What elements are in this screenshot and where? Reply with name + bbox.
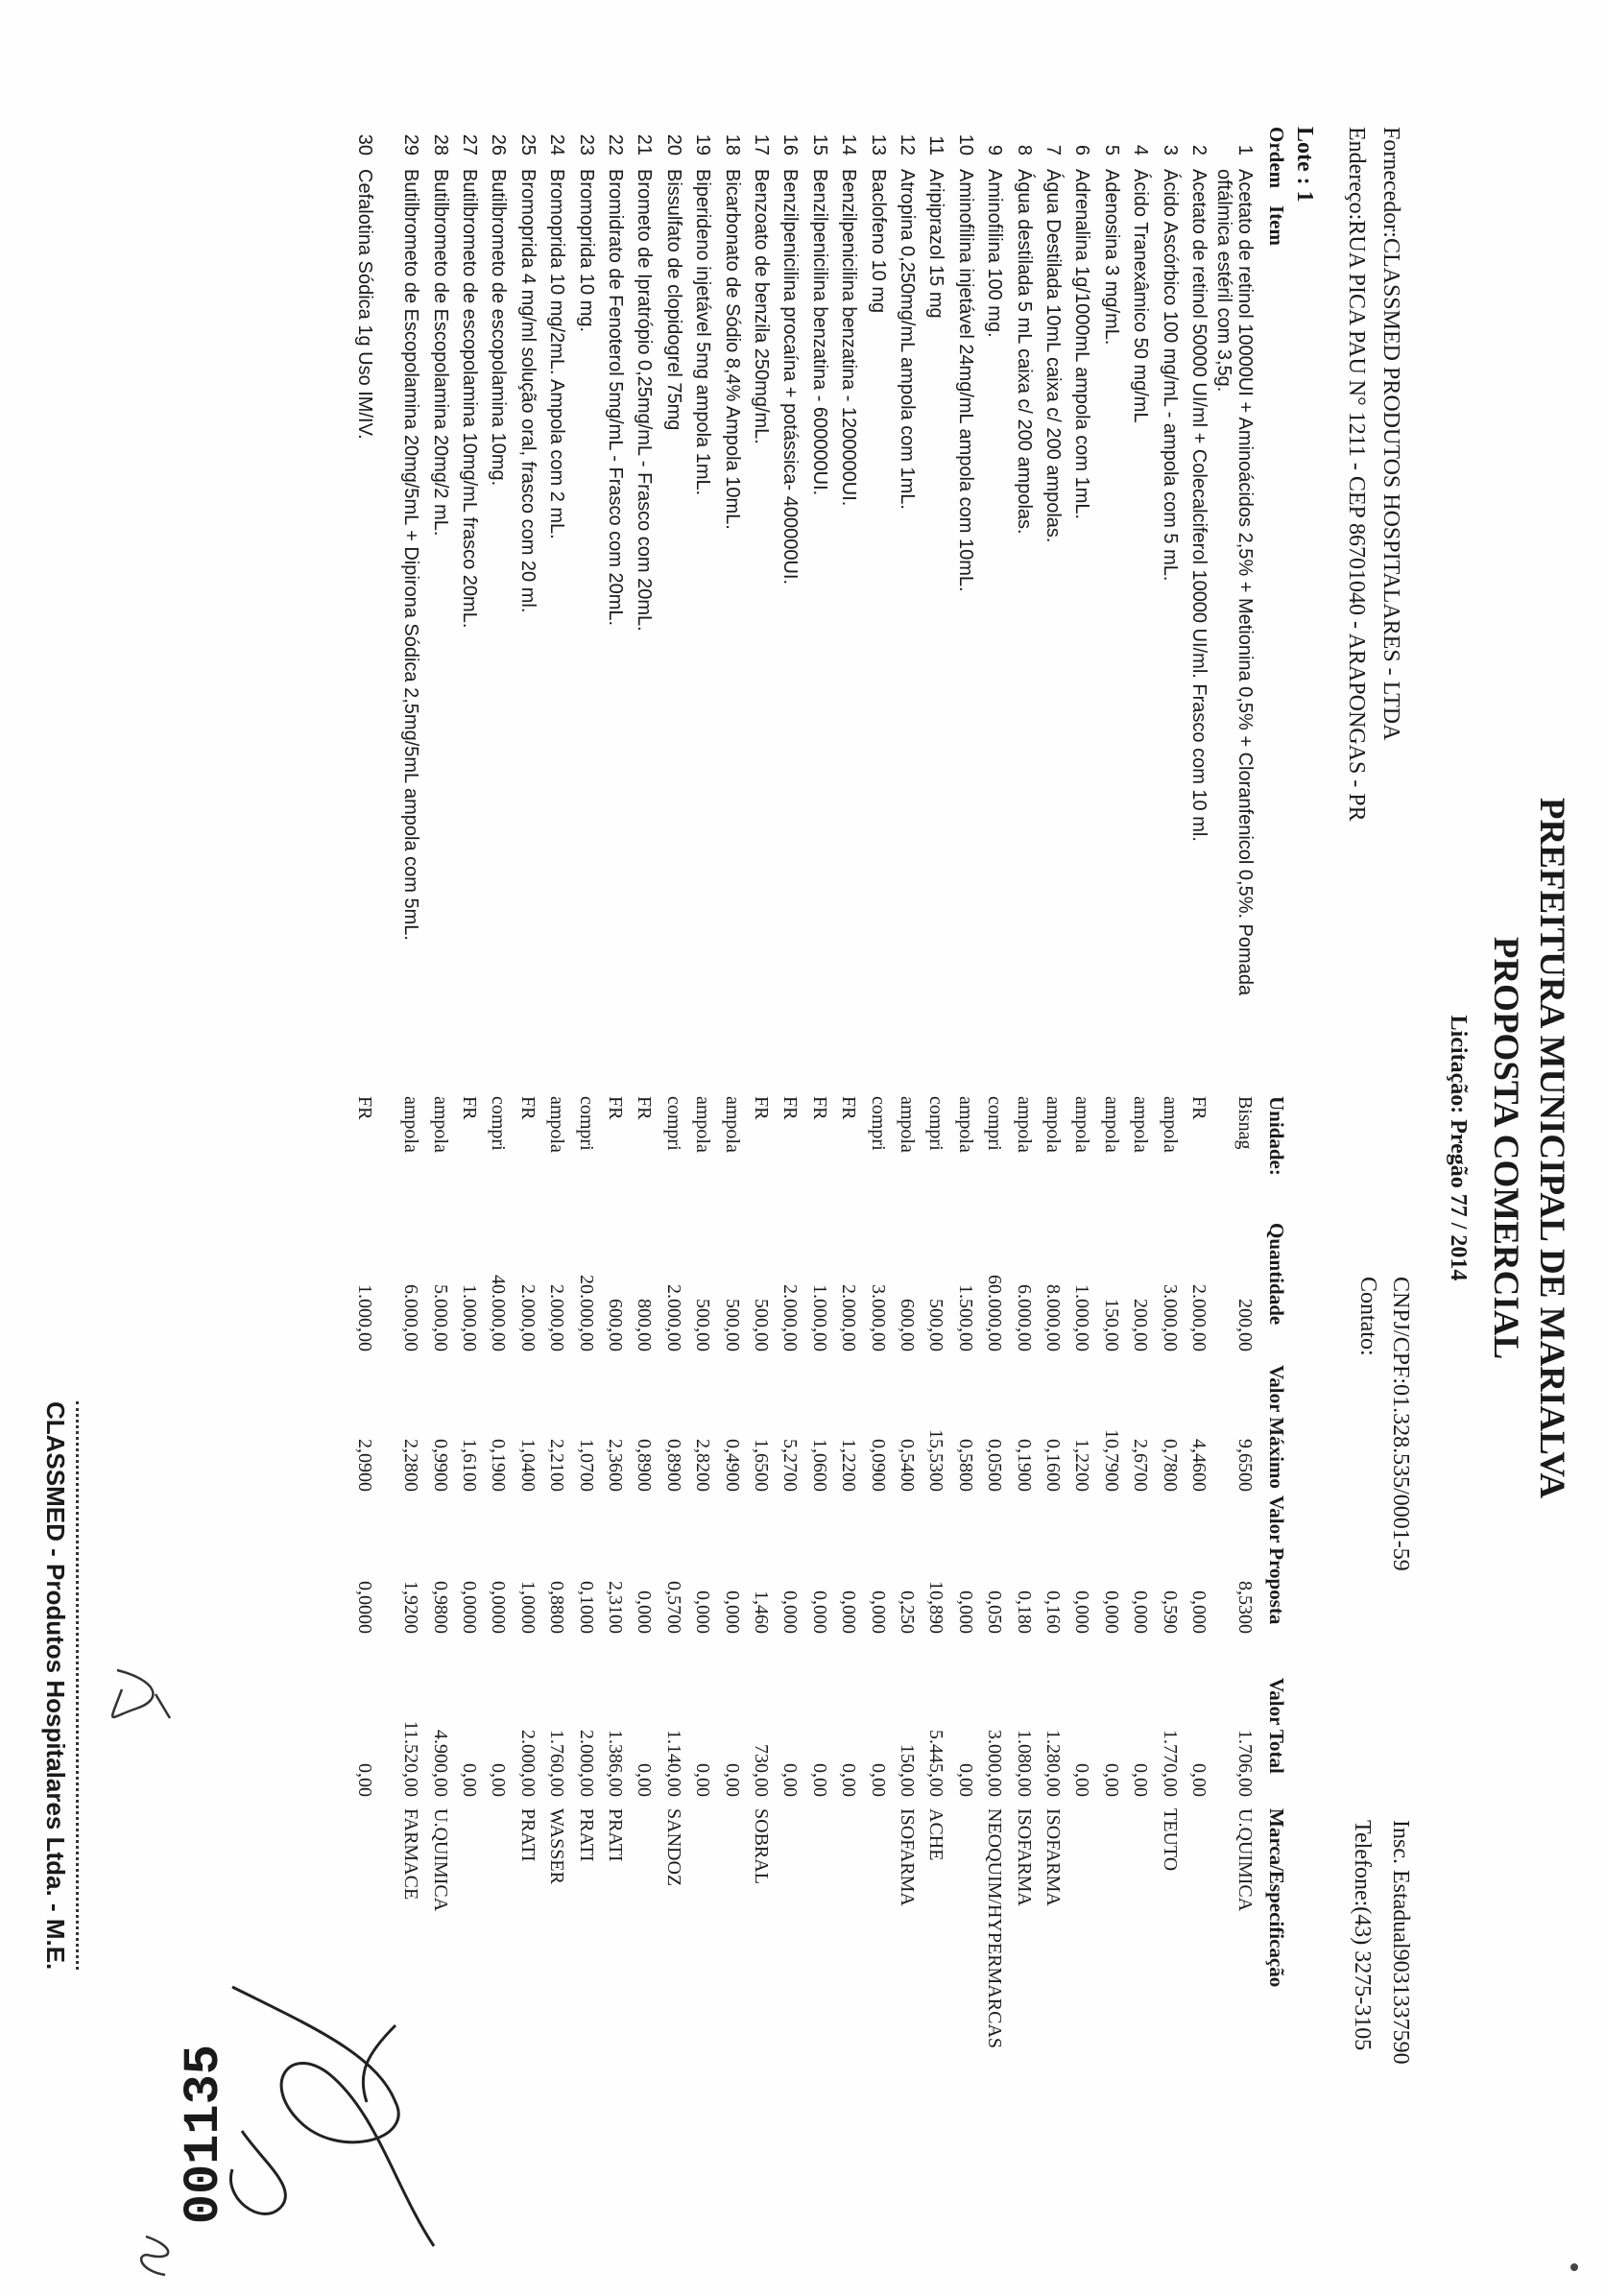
row-unidade: ampola [1100,1096,1122,1153]
row-marca: PRATI [605,1808,626,1862]
row-item-description: Baclofeno 10 mg [867,169,889,314]
row-unidade: ampola [546,1096,568,1153]
column-header-unidade: Unidade: [1265,1096,1288,1176]
row-valor-total: 730,00 [751,1744,772,1797]
row-valor-total: 1.760,00 [546,1730,568,1797]
row-ordem: 3 [1159,144,1181,155]
row-valor-proposta: 10,890 [925,1581,947,1634]
column-header-valor-total: Valor Total [1265,1678,1288,1774]
row-valor-total: 1.280,00 [1042,1730,1064,1797]
row-unidade: compri [867,1096,889,1151]
row-quantidade: 2.000,00 [1188,1284,1210,1351]
row-valor-maximo: 2,6700 [1130,1439,1152,1492]
row-quantidade: 2.000,00 [546,1284,568,1351]
row-marca: WASSER [546,1808,568,1884]
row-item-description: Benzilpenicilina procaína + potássica- 400000UI. [779,169,802,586]
row-ordem: 12 [897,133,918,155]
row-valor-proposta: 0,0000 [488,1581,510,1634]
initials-mark [127,2227,184,2284]
row-valor-maximo: 1,6100 [459,1439,480,1492]
row-ordem: 2 [1188,144,1210,155]
row-valor-total: 1.770,00 [1159,1730,1181,1797]
row-valor-proposta: 0,0000 [459,1581,480,1634]
row-valor-total: 2.000,00 [516,1730,539,1797]
row-valor-proposta: 0,000 [1071,1590,1093,1634]
column-header-quantidade: Quantidade [1265,1223,1288,1326]
row-ordem: 1 [1234,144,1256,155]
row-marca: ISOFARMA [1013,1808,1035,1906]
row-valor-total: 11.520,00 [400,1720,422,1797]
row-ordem: 9 [984,144,1006,155]
row-ordem: 22 [605,133,626,155]
row-valor-proposta: 0,000 [954,1590,976,1634]
row-unidade: ampola [721,1096,743,1153]
row-unidade: FR [808,1096,830,1120]
row-unidade: ampola [429,1096,451,1153]
row-item-description: Bromoprida 10 mg. [575,169,597,333]
row-ordem: 23 [575,133,597,155]
row-item-description: Butilbrometo de Escopolamina 20mg/2 mL. [429,169,451,537]
row-valor-proposta: 0,1000 [575,1581,597,1634]
row-item-description: Acetato de retinol 10000UI + Aminoácidos 2,5% + Metionina 0,5% + Cloranfenicol 0,5%. Pomada oftálmica estéril com 3,5g. [1213,169,1256,996]
row-quantidade: 800,00 [634,1299,656,1351]
row-valor-total: 2.000,00 [575,1730,597,1797]
row-ordem: 14 [838,133,860,155]
row-unidade: compri [662,1096,684,1151]
row-ordem: 8 [1013,144,1035,155]
row-valor-maximo: 1,0400 [516,1439,539,1492]
supplier-state-registration: Insc. Estadual9031337590 [1388,1820,1413,2065]
row-unidade: ampola [400,1096,422,1153]
row-ordem: 26 [488,133,510,155]
row-valor-proposta: 0,000 [721,1590,743,1634]
row-valor-total: 0,00 [1188,1763,1210,1797]
row-valor-maximo: 0,5400 [897,1439,918,1492]
row-quantidade: 2.000,00 [838,1284,860,1351]
row-quantidade: 3.000,00 [1159,1284,1181,1351]
row-item-description: Ácido Tranexâmico 50 mg/mL [1130,169,1152,423]
row-unidade: FR [459,1096,480,1120]
row-item-description: Bissulfato de clopidogrel 75mg [662,169,684,431]
row-valor-total: 0,00 [779,1763,802,1797]
row-valor-total: 0,00 [634,1763,656,1797]
row-valor-maximo: 0,0900 [867,1439,889,1492]
supplier-name: Fornecedor:CLASSMED PRODUTOS HOSPITALARES - LTDA [1378,127,1403,741]
row-marca: ISOFARMA [897,1808,918,1906]
row-valor-proposta: 0,180 [1013,1590,1035,1634]
licitacao-line: Licitação: Pregão 77 / 2014 [1446,1015,1471,1281]
row-quantidade: 150,00 [1100,1299,1122,1351]
page-number-stamp: 001135 [176,2045,232,2225]
row-ordem: 21 [634,133,656,155]
row-item-description: Adenosina 3 mg/mL. [1100,169,1122,346]
row-ordem: 24 [546,133,568,155]
row-valor-proposta: 0,000 [1100,1590,1122,1634]
row-marca: U.QUIMICA [1234,1808,1256,1912]
row-item-description: Acetato de retinol 50000 UI/ml + Colecalciferol 10000 UI/ml. Frasco com 10 ml. [1188,169,1210,842]
row-item-description: Cefalotina Sódica 1g Uso IM/IV. [354,169,376,440]
row-ordem: 29 [400,133,422,155]
row-item-description: Benzilpenicilina benzatina - 1200000UI. [838,169,860,507]
column-header-ordem: Ordem [1265,127,1288,189]
row-unidade: ampola [1130,1096,1152,1153]
row-item-description: Aripiprazol 15 mg [925,169,947,319]
row-quantidade: 2.000,00 [516,1284,539,1351]
row-quantidade: 1.500,00 [954,1284,976,1351]
row-unidade: FR [605,1096,626,1120]
row-valor-total: 4.900,00 [429,1730,451,1797]
row-marca: TEUTO [1159,1808,1181,1872]
lot-label: Lote : 1 [1292,127,1317,203]
row-valor-proposta: 0,000 [808,1590,830,1634]
row-valor-total: 0,00 [838,1763,860,1797]
row-ordem: 6 [1071,144,1093,155]
row-unidade: ampola [954,1096,976,1153]
row-item-description: Aminofilina injetável 24mg/mL ampola com 10mL. [954,169,976,592]
row-ordem: 11 [925,135,947,155]
row-valor-maximo: 0,0500 [984,1439,1006,1492]
row-quantidade: 1.000,00 [354,1284,376,1351]
row-valor-maximo: 0,1900 [1013,1439,1035,1492]
row-valor-proposta: 0,000 [779,1590,802,1634]
row-valor-maximo: 1,0700 [575,1439,597,1492]
row-ordem: 15 [808,133,830,155]
row-item-description: Butilbrometo de escopolamina 10mg. [488,169,510,487]
row-valor-proposta: 0,250 [897,1590,918,1634]
row-valor-total: 3.000,00 [984,1730,1006,1797]
row-marca: FARMACE [400,1808,422,1901]
row-valor-total: 0,00 [692,1763,714,1797]
row-ordem: 19 [692,133,714,155]
row-valor-total: 0,00 [1130,1763,1152,1797]
row-valor-proposta: 0,000 [1130,1590,1152,1634]
row-valor-maximo: 0,7800 [1159,1439,1181,1492]
row-valor-maximo: 2,2100 [546,1439,568,1492]
row-valor-total: 1.706,00 [1234,1730,1256,1797]
row-valor-proposta: 0,8800 [546,1581,568,1634]
row-marca: NEOQUIM/HYPERMARCAS [984,1808,1006,2049]
row-item-description: Bromidrato de Fenoterol 5mg/mL - Frasco com 20mL. [605,169,626,627]
row-quantidade: 8.000,00 [1042,1284,1064,1351]
row-quantidade: 600,00 [605,1299,626,1351]
handwritten-signature [204,1968,453,2275]
row-quantidade: 1.000,00 [808,1284,830,1351]
row-marca: ISOFARMA [1042,1808,1064,1906]
column-header-valor-proposta: Valor Proposta [1265,1495,1288,1625]
row-valor-proposta: 0,5700 [662,1581,684,1634]
row-item-description: Biperideno injetável 5mg ampola 1mL. [692,169,714,496]
row-ordem: 18 [721,133,743,155]
row-item-description: Benzilpenicilina benzatina - 600000UI. [808,169,830,496]
company-stamp: CLASSMED - Produtos Hospitalares Ltda. - M.E. [40,1401,79,1970]
row-unidade: ampola [1013,1096,1035,1153]
row-valor-maximo: 1,0600 [808,1439,830,1492]
row-quantidade: 500,00 [925,1299,947,1351]
row-quantidade: 500,00 [692,1299,714,1351]
row-quantidade: 5.000,00 [429,1284,451,1351]
row-valor-maximo: 1,6500 [751,1439,772,1492]
row-item-description: Bromoprida 4 mg/ml solução oral, frasco com 20 ml. [516,169,539,613]
row-valor-proposta: 1,9200 [400,1581,422,1634]
row-unidade: FR [1188,1096,1210,1120]
row-unidade: FR [838,1096,860,1120]
row-valor-proposta: 0,000 [634,1590,656,1634]
row-item-description: Bicarbonato de Sódio 8,4% Ampola 10mL. [721,169,743,530]
supplier-cnpj: CNPJ/CPF:01.328.535/0001-59 [1388,1277,1413,1571]
row-quantidade: 200,00 [1130,1299,1152,1351]
row-valor-proposta: 8,5300 [1234,1581,1256,1634]
row-valor-maximo: 2,0900 [354,1439,376,1492]
row-quantidade: 500,00 [721,1299,743,1351]
supplier-phone: Telefone:(43) 3275-3105 [1350,1820,1375,2051]
row-valor-maximo: 0,1900 [488,1439,510,1492]
row-valor-maximo: 2,2800 [400,1439,422,1492]
row-item-description: Adrenalina 1g/1000mL ampola com 1mL. [1071,169,1093,520]
row-valor-total: 0,00 [954,1763,976,1797]
row-quantidade: 3.000,00 [867,1284,889,1351]
row-unidade: FR [751,1096,772,1120]
row-valor-proposta: 0,9800 [429,1581,451,1634]
row-marca: PRATI [575,1808,597,1862]
row-ordem: 7 [1042,144,1064,155]
supplier-contact: Contato: [1355,1277,1380,1356]
row-quantidade: 1.000,00 [459,1284,480,1351]
row-quantidade: 6.000,00 [400,1284,422,1351]
row-quantidade: 6.000,00 [1013,1284,1035,1351]
row-valor-maximo: 0,4900 [721,1439,743,1492]
row-valor-proposta: 2,3100 [605,1581,626,1634]
row-marca: PRATI [516,1808,539,1862]
row-valor-maximo: 15,5300 [925,1429,947,1492]
row-quantidade: 40.000,00 [488,1275,510,1351]
row-ordem: 27 [459,133,480,155]
row-valor-total: 0,00 [721,1763,743,1797]
row-valor-total: 0,00 [354,1763,376,1797]
row-valor-proposta: 0,000 [1188,1590,1210,1634]
row-marca: SOBRAL [751,1808,772,1884]
document-title: PROPOSTA COMERCIAL [1486,936,1525,1360]
row-marca: ACHE [925,1808,947,1861]
row-valor-maximo: 0,5800 [954,1439,976,1492]
row-unidade: ampola [692,1096,714,1153]
row-valor-total: 1.140,00 [662,1730,684,1797]
row-valor-proposta: 0,000 [867,1590,889,1634]
row-valor-total: 1.386,00 [605,1730,626,1797]
row-item-description: Benzoato de benzila 250mg/mL. [751,169,772,444]
row-item-description: Butilbrometo de escopolamina 10mg/mL frasco 20mL. [459,169,480,629]
row-unidade: ampola [1071,1096,1093,1153]
row-valor-proposta: 1,460 [751,1590,772,1634]
row-valor-total: 0,00 [867,1763,889,1797]
row-valor-proposta: 0,000 [838,1590,860,1634]
row-valor-total: 0,00 [488,1763,510,1797]
row-marca: SANDOZ [662,1808,684,1887]
row-valor-total: 0,00 [459,1763,480,1797]
row-item-description: Água destilada 5 mL caixa c/ 200 ampolas. [1013,169,1035,535]
row-quantidade: 1.000,00 [1071,1284,1093,1351]
row-quantidade: 20.000,00 [575,1275,597,1351]
row-unidade: FR [354,1096,376,1120]
row-quantidade: 2.000,00 [662,1284,684,1351]
signature-mark-small [98,1661,175,1737]
row-valor-total: 1.080,00 [1013,1730,1035,1797]
row-valor-maximo: 10,7900 [1100,1429,1122,1492]
row-valor-maximo: 0,8900 [634,1439,656,1492]
row-ordem: 4 [1130,144,1152,155]
row-unidade: compri [575,1096,597,1151]
row-ordem: 10 [954,133,976,155]
row-quantidade: 500,00 [751,1299,772,1351]
row-valor-total: 0,00 [808,1763,830,1797]
row-ordem: 20 [662,133,684,155]
row-valor-proposta: 1,0000 [516,1581,539,1634]
row-unidade: compri [488,1096,510,1151]
row-unidade: ampola [1159,1096,1181,1153]
row-valor-maximo: 2,8200 [692,1439,714,1492]
row-item-description: Aminofilina 100 mg. [984,169,1006,338]
row-ordem: 28 [429,133,451,155]
row-quantidade: 600,00 [897,1299,918,1351]
row-item-description: Atropina 0,250mg/mL ampola com 1mL. [897,169,918,510]
row-item-description: Butilbrometo de Escopolamina 20mg/5mL + Dipirona Sódica 2,5mg/5mL ampola com 5mL. [400,169,422,941]
row-valor-proposta: 0,590 [1159,1590,1181,1634]
row-valor-maximo: 0,9900 [429,1439,451,1492]
municipality-title: PREFEITURA MUNICIPAL DE MARIALVA [1532,797,1571,1499]
row-unidade: compri [984,1096,1006,1151]
row-unidade: ampola [897,1096,918,1153]
row-unidade: ampola [1042,1096,1064,1153]
row-item-description: Brometo de Ipratrópio 0,25mg/mL - Frasco com 20mL. [634,169,656,632]
row-unidade: Bisnag [1234,1096,1256,1150]
row-item-description: Água Destilada 10mL caixa c/ 200 ampolas. [1042,169,1064,543]
row-quantidade: 60.000,00 [984,1275,1006,1351]
row-ordem: 25 [516,133,539,155]
row-valor-maximo: 5,2700 [779,1439,802,1492]
row-valor-total: 0,00 [1071,1763,1093,1797]
row-valor-maximo: 4,4600 [1188,1439,1210,1492]
row-valor-total: 5.445,00 [925,1730,947,1797]
supplier-address: Endereço:RUA PICA PAU N° 1211 - CEP 86701040 - ARAPONGAS - PR [1344,127,1369,822]
row-valor-total: 150,00 [897,1744,918,1797]
row-quantidade: 200,00 [1234,1299,1256,1351]
row-valor-maximo: 1,2200 [838,1439,860,1492]
row-unidade: compri [925,1096,947,1151]
row-valor-maximo: 2,3600 [605,1439,626,1492]
row-quantidade: 2.000,00 [779,1284,802,1351]
row-unidade: FR [779,1096,802,1120]
row-ordem: 30 [354,133,376,155]
column-header-item: Item [1265,205,1288,246]
row-item-description: Bromoprida 10 mg/2mL. Ampola com 2 mL. [546,169,568,539]
row-valor-proposta: 0,000 [692,1590,714,1634]
row-item-description: Ácido Ascórbico 100 mg/mL - ampola com 5 mL. [1159,169,1181,582]
column-header-valor-maximo: Valor Máximo [1265,1365,1288,1489]
row-valor-proposta: 0,050 [984,1590,1006,1634]
row-ordem: 13 [867,133,889,155]
column-header-marca: Marca/Especificação [1265,1808,1288,1988]
row-unidade: FR [516,1096,539,1120]
row-valor-maximo: 9,6500 [1234,1439,1256,1492]
row-unidade: FR [634,1096,656,1120]
row-valor-total: 0,00 [1100,1763,1122,1797]
row-ordem: 17 [751,133,772,155]
row-valor-proposta: 0,160 [1042,1590,1064,1634]
row-valor-maximo: 0,8900 [662,1439,684,1492]
row-valor-maximo: 1,2200 [1071,1439,1093,1492]
row-ordem: 16 [779,133,802,155]
row-valor-maximo: 0,1600 [1042,1439,1064,1492]
row-ordem: 5 [1100,144,1122,155]
row-marca: U.QUIMICA [429,1808,451,1912]
row-valor-proposta: 0,0000 [354,1581,376,1634]
